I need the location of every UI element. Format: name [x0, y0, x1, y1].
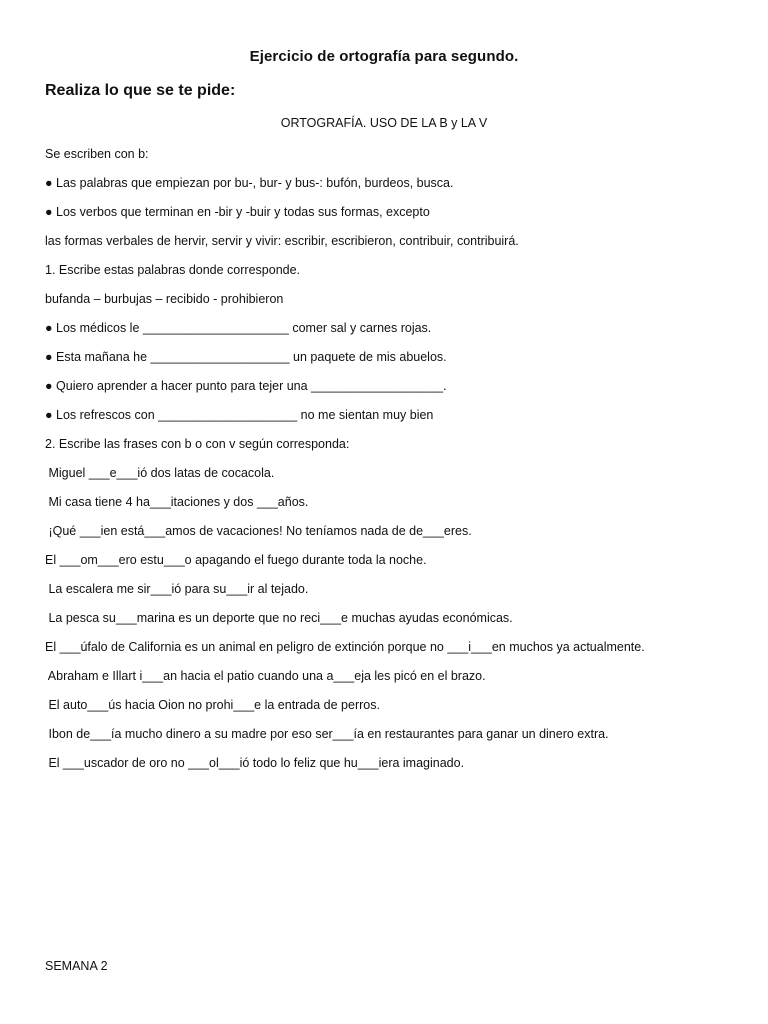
rule-exceptions: las formas verbales de hervir, servir y vivir: escribir, escribieron, contribuir, contribuirá. [45, 234, 519, 248]
exercise-2-item: El ___om___ero estu___o apagando el fuego durante toda la noche. [45, 553, 427, 567]
exercise-2-item: El auto___ús hacia Oion no prohi___e la entrada de perros. [45, 698, 380, 712]
exercise-1-item: ● Esta mañana he ____________________ un paquete de mis abuelos. [45, 350, 447, 364]
exercise-2-item: La escalera me sir___ió para su___ir al tejado. [45, 582, 309, 596]
exercise-2-item: ¡Qué ___ien está___amos de vacaciones! No teníamos nada de de___eres. [45, 524, 472, 538]
exercise-2-heading: 2. Escribe las frases con b o con v según corresponda: [45, 437, 350, 451]
exercise-2-item: Ibon de___ía mucho dinero a su madre por eso ser___ía en restaurantes para ganar un dinero extra. [45, 727, 609, 741]
exercise-1-item: ● Los médicos le _____________________ comer sal y carnes rojas. [45, 321, 432, 335]
exercise-2-item: Abraham e Illart i___an hacia el patio cuando una a___eja les picó en el brazo. [45, 669, 486, 683]
exercise-1-word-bank: bufanda – burbujas – recibido - prohibieron [45, 292, 284, 306]
rule-bullet-1: ● Las palabras que empiezan por bu-, bur- y bus-: bufón, burdeos, busca. [45, 176, 454, 190]
exercise-2-item: El ___uscador de oro no ___ol___ió todo lo feliz que hu___iera imaginado. [45, 756, 465, 770]
exercise-1-item: ● Quiero aprender a hacer punto para tejer una ___________________. [45, 379, 447, 393]
rule-bullet-2: ● Los verbos que terminan en -bir y -buir y todas sus formas, excepto [45, 205, 430, 219]
rule-intro: Se escriben con b: [45, 147, 149, 161]
page-footer: SEMANA 2 [45, 959, 108, 973]
exercise-2-item: La pesca su___marina es un deporte que no reci___e muchas ayudas económicas. [45, 611, 513, 625]
exercise-1-item: ● Los refrescos con ____________________ no me sientan muy bien [45, 408, 434, 422]
section-heading: ORTOGRAFÍA. USO DE LA B y LA V [280, 116, 488, 130]
exercise-2-item: El ___úfalo de California es un animal en peligro de extinción porque no ___i___en muchos ya actualmente. [45, 640, 645, 654]
exercise-1-heading: 1. Escribe estas palabras donde corresponde. [45, 263, 301, 277]
exercise-2-item: Miguel ___e___ió dos latas de cocacola. [45, 466, 275, 480]
instructions-heading: Realiza lo que se te pide: [45, 82, 236, 99]
page-title: Ejercicio de ortografía para segundo. [249, 48, 519, 65]
exercise-2-item: Mi casa tiene 4 ha___itaciones y dos ___años. [45, 495, 309, 509]
